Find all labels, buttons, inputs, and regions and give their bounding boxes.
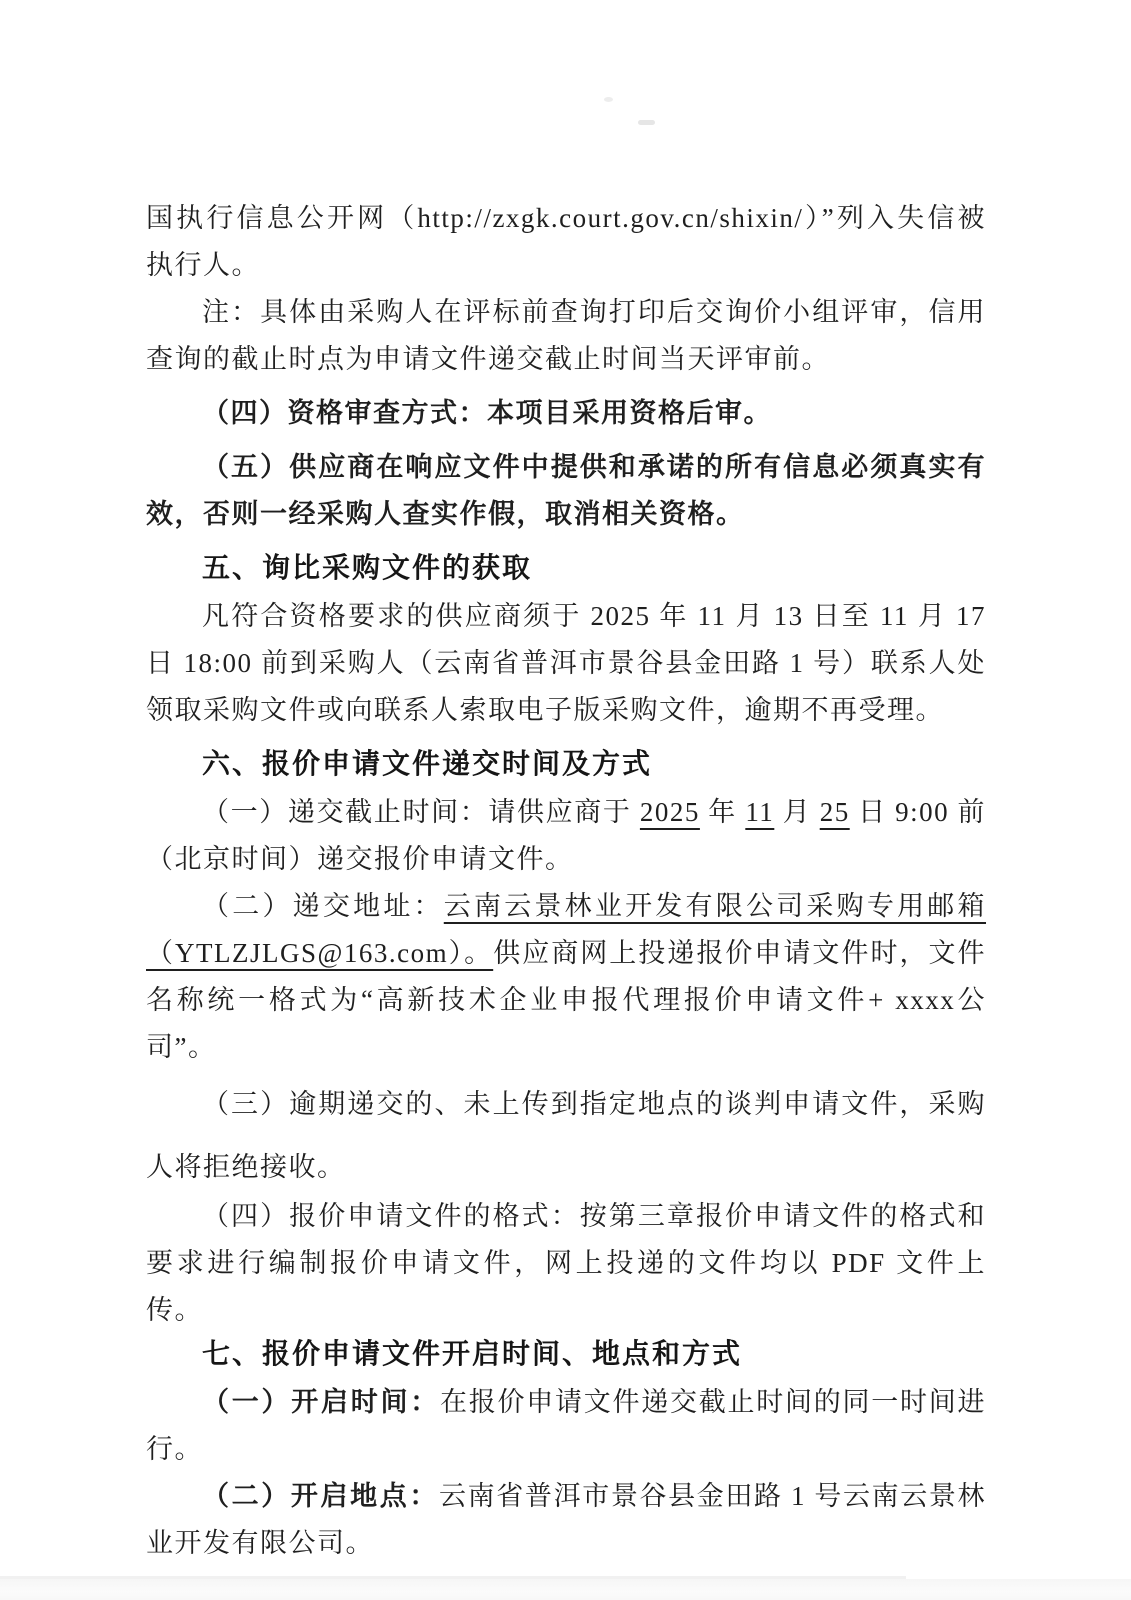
- scan-bottom-shadow: [0, 1579, 1131, 1600]
- section-six-heading: 六、报价申请文件递交时间及方式: [202, 748, 653, 779]
- scan-artifact-speck: [604, 97, 613, 102]
- section-six-item-four-format: （四）报价申请文件的格式：按第三章报价申请文件的格式和要求进行编制报价申请文件，网上投递的文件均以 PDF 文件上传。: [146, 1201, 986, 1325]
- scan-artifact-speck: [638, 120, 655, 125]
- opening-location-text: 云南省普洱市景谷县金田路 1 号云南云景林业开发有限公司。: [146, 1481, 987, 1558]
- section-seven-item-two-opening-location: [146, 1473, 986, 1567]
- paragraph-item-five-information-validity: （五）供应商在响应文件中提供和承诺的所有信息必须真实有效，否则一经采购人查实作假，取消相关资格。: [146, 452, 986, 529]
- opening-time-label: （一）开启时间：: [202, 1387, 440, 1417]
- deadline-suffix-text: 日 9:00 前（北京时间）递交报价申请文件。: [146, 797, 987, 874]
- section-seven-item-one-opening-time: [146, 1379, 986, 1473]
- section-six-item-one-deadline: [146, 789, 986, 883]
- opening-location-label: （二）开启地点：: [202, 1481, 440, 1511]
- deadline-year-underlined: 2025: [639, 797, 700, 827]
- opening-time-text: 在报价申请文件递交截止时间的同一时间进行。: [146, 1387, 986, 1464]
- deadline-month-underlined: 11: [745, 797, 775, 827]
- paragraph-credit-site-continuation: 国执行信息公开网（http://zxgk.court.gov.cn/shixin/）”列入失信被执行人。: [146, 203, 986, 280]
- deadline-day-underlined: 25: [819, 797, 850, 827]
- section-five-body: 凡符合资格要求的供应商须于 2025 年 11 月 13 日至 11 月 17 日 18:00 前到采购人（云南省普洱市景谷县金田路 1 号）联系人处领取采购文件或向联系人索取电子版采购文件，逾期不再受理。: [146, 601, 986, 725]
- document-body: [146, 195, 986, 1567]
- section-seven-heading: 七、报价申请文件开启时间、地点和方式: [202, 1338, 743, 1369]
- deadline-month-unit: 月: [774, 797, 820, 827]
- submission-email-underlined: 云南云景林业开发有限公司采购专用邮箱（YTLZJLGS@163.com）。: [146, 891, 987, 968]
- deadline-prefix-text: （一）递交截止时间：请供应商于: [202, 797, 640, 827]
- section-five-heading: 五、询比采购文件的获取: [202, 552, 533, 583]
- address-prefix-text: （二）递交地址：: [202, 891, 444, 921]
- section-six-item-two-address: [146, 883, 986, 1071]
- paragraph-credit-note: 注：具体由采购人在评标前查询打印后交询价小组评审，信用查询的截止时点为申请文件递交截止时间当天评审前。: [146, 297, 986, 374]
- paragraph-item-four-qualification-review: （四）资格审查方式：本项目采用资格后审。: [202, 398, 772, 428]
- address-rest-text: 供应商网上投递报价申请文件时，文件名称统一格式为“高新技术企业申报代理报价申请文件+ xxxx公司”。: [146, 938, 987, 1062]
- deadline-year-unit: 年: [699, 797, 746, 827]
- section-six-item-three-late-submission: （三）逾期递交的、未上传到指定地点的谈判申请文件，采购人将拒绝接收。: [146, 1089, 986, 1182]
